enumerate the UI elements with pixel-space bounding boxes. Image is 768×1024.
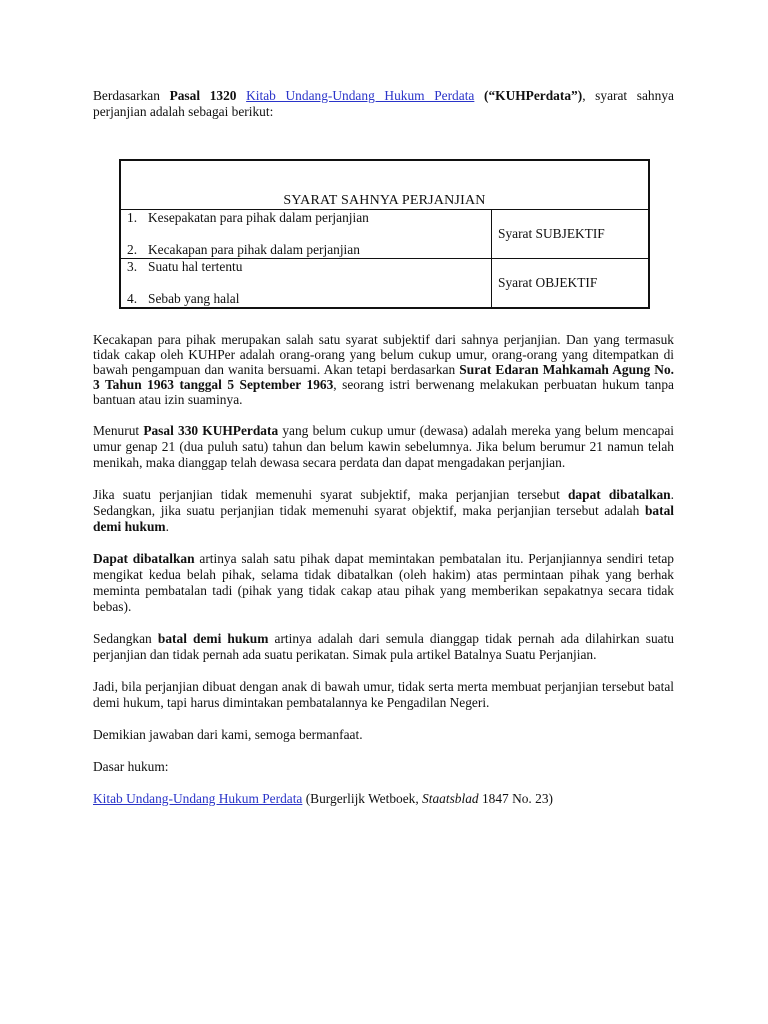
dapat-dibatalkan-bold: dapat dibatalkan	[567, 487, 671, 502]
staatsblad-italic: Staatsblad	[422, 791, 479, 806]
syarat-table	[119, 159, 650, 309]
dasar-hukum-heading: Dasar hukum:	[93, 759, 169, 774]
list-item: 2. Kecakapan para pihak dalam perjanjian	[127, 242, 360, 257]
table-row-objektif	[120, 259, 649, 309]
intro-paragraph: Berdasarkan Pasal 1320 Kitab Undang-Undang Hukum Perdata (“KUHPerdata”), syarat sahnya perjanjian adalah sebagai berikut:	[93, 88, 674, 119]
dapat-dibatalkan-term: Dapat dibatalkan	[93, 551, 195, 566]
pasal-1320-bold: Pasal 1320	[169, 88, 237, 103]
paragraph-penutup: Demikian jawaban dari kami, semoga bermanfaat.	[93, 727, 363, 742]
syarat-objektif-label: Syarat OBJEKTIF	[492, 259, 650, 309]
table-title: SYARAT SAHNYA PERJANJIAN	[120, 160, 649, 210]
paragraph-dapat-dibatalkan: Dapat dibatalkan artinya salah satu pihak dapat memintakan pembatalan itu. Perjanjiannya sendiri tetap mengikat kedua belah pihak, selama tidak dibatalkan (oleh hakim) atas permintaan pihak yang berhak meminta pembatalan tadi (pihak yang tidak cakap atau pihak yang memberikan sepakatnya secara tidak bebas).	[93, 551, 675, 614]
dasar-hukum-reference: Kitab Undang-Undang Hukum Perdata (Burgerlijk Wetboek, Staatsblad 1847 No. 23)	[93, 791, 553, 806]
paragraph-kecakapan: Kecakapan para pihak merupakan salah satu syarat subjektif dari sahnya perjanjian. Dan yang termasuk tidak cakap oleh KUHPer adalah orang-orang yang belum cukup umur, orang-orang yang ditempatkan di bawah pengampuan dan wanita bersuami. Akan tetapi berdasarkan Surat Edaran Mahkamah Agung No. 3 Tahun 1963 tanggal 5 September 1963, seorang istri berwenang melakukan perbuatan hukum tanpa bantuan atau izin suaminya.	[93, 332, 674, 407]
paragraph-pasal-330: Menurut Pasal 330 KUHPerdata yang belum cukup umur (dewasa) adalah mereka yang belum mencapai umur genap 21 (dua puluh satu) tahun dan belum kawin sebelumnya. Jika belum berumur 21 namun telah menikah, maka dianggap telah dewasa secara perdata dan dapat mengadakan perjanjian.	[93, 423, 675, 470]
table-cell-items	[120, 259, 492, 309]
paragraph-batal-demi-hukum: Sedangkan batal demi hukum artinya adalah dari semula dianggap tidak pernah ada dilahirkan suatu perjanjian dan tidak pernah ada suatu perikatan. Simak pula artikel Batalnya Suatu Perjanjian.	[93, 631, 674, 662]
batal-demi-hukum-bold: batal demi hukum	[93, 503, 674, 534]
syarat-subjektif-label: Syarat SUBJEKTIF	[492, 210, 650, 259]
table-row-subjektif	[120, 210, 649, 259]
batal-demi-hukum-term: batal demi hukum	[157, 631, 269, 646]
kuhperdata-link[interactable]: Kitab Undang-Undang Hukum Perdata	[246, 88, 475, 103]
list-item: 1. Kesepakatan para pihak dalam perjanjian	[127, 210, 369, 225]
sema-reference: Surat Edaran Mahkamah Agung No. 3 Tahun 1963 tanggal 5 September 1963	[93, 362, 674, 392]
list-item: 3. Suatu hal tertentu	[127, 259, 243, 274]
paragraph-kesimpulan: Jadi, bila perjanjian dibuat dengan anak di bawah umur, tidak serta merta membuat perjanjian tersebut batal demi hukum, tapi harus dimintakan pembatalannya ke Pengadilan Negeri.	[93, 679, 674, 710]
document-page	[93, 88, 674, 823]
kuhperdata-reference-link[interactable]: Kitab Undang-Undang Hukum Perdata	[93, 791, 303, 806]
kuhperdata-abbrev: (“KUHPerdata”)	[484, 88, 583, 103]
list-item: 4. Sebab yang halal	[127, 291, 240, 306]
paragraph-syarat-tidak-terpenuhi: Jika suatu perjanjian tidak memenuhi syarat subjektif, maka perjanjian tersebut dapat dibatalkan. Sedangkan, jika suatu perjanjian tidak memenuhi syarat objektif, maka perjanjian tersebut adalah batal demi hukum.	[93, 487, 674, 534]
table-cell-items	[120, 210, 492, 259]
pasal-330-bold: Pasal 330 KUHPerdata	[143, 423, 279, 438]
